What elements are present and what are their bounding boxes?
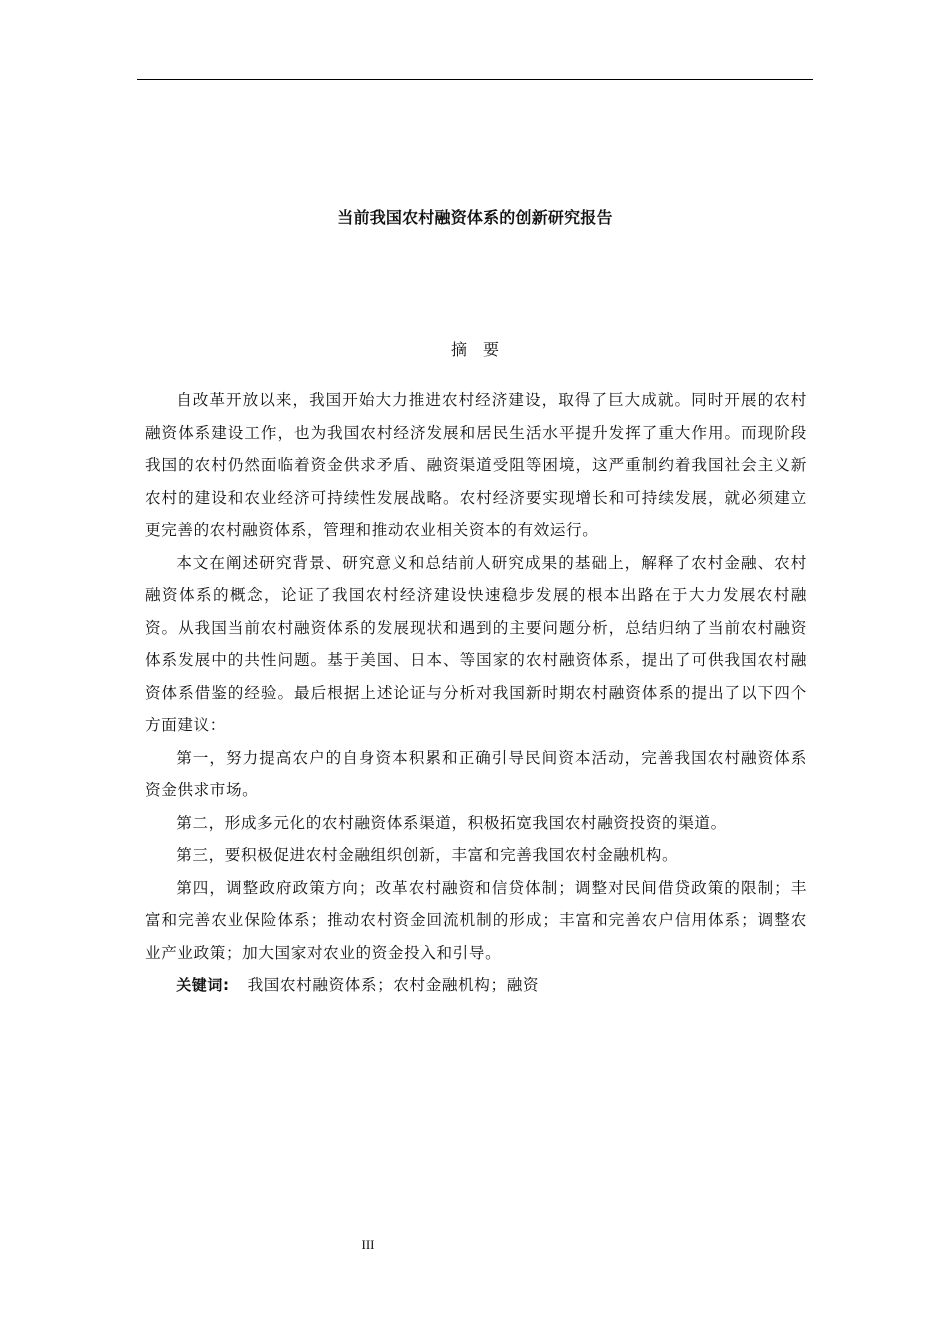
- page-number: III: [361, 1237, 375, 1252]
- abstract-paragraph: 第二，形成多元化的农村融资体系渠道，积极拓宽我国农村融资投资的渠道。: [176, 813, 727, 832]
- keywords-line: [145, 969, 807, 1002]
- keywords-text: 我国农村融资体系；农村金融机构；融资: [247, 976, 540, 994]
- abstract-paragraph: 第四，调整政府政策方向；改革农村融资和信贷体制；调整对民间借贷政策的限制；丰富和完善农业保险体系；推动农村资金回流机制的形成；丰富和完善农户信用体系；调整农业产业政策；加大国家对农业的资金投入和引导。: [145, 878, 807, 962]
- keywords-label: 关键词:: [176, 976, 230, 994]
- abstract-heading: 摘要: [450, 340, 515, 359]
- abstract-paragraph: 第一，努力提高农户的自身资本积累和正确引导民间资本活动，完善我国农村融资体系资金供求市场。: [145, 748, 807, 799]
- header-rule: [137, 79, 813, 80]
- document-title: 当前我国农村融资体系的创新研究报告: [337, 208, 613, 227]
- abstract-paragraph: 自改革开放以来，我国开始大力推进农村经济建设，取得了巨大成就。同时开展的农村融资体系建设工作，也为我国农村经济发展和居民生活水平提升发挥了重大作用。而现阶段我国的农村仍然面临着资金供求矛盾、融资渠道受阻等困境，这严重制约着我国社会主义新农村的建设和农业经济可持续性发展战略。农村经济要实现增长和可持续发展，就必须建立更完善的农村融资体系，管理和推动农业相关资本的有效运行。: [145, 391, 807, 539]
- abstract-body: [145, 384, 807, 1002]
- abstract-paragraph: 第三，要积极促进农村金融组织创新，丰富和完善我国农村金融机构。: [176, 846, 679, 864]
- abstract-paragraph: 本文在阐述研究背景、研究意义和总结前人研究成果的基础上，解释了农村金融、农村融资体系的概念，论证了我国农村经济建设快速稳步发展的根本出路在于大力发展农村融资。从我国当前农村融资体系的发展现状和遇到的主要问题分析，总结归纳了当前农村融资体系发展中的共性问题。基于美国、日本、等国家的农村融资体系，提出了可供我国农村融资体系借鉴的经验。最后根据上述论证与分析对我国新时期农村融资体系的提出了以下四个方面建议：: [145, 553, 807, 734]
